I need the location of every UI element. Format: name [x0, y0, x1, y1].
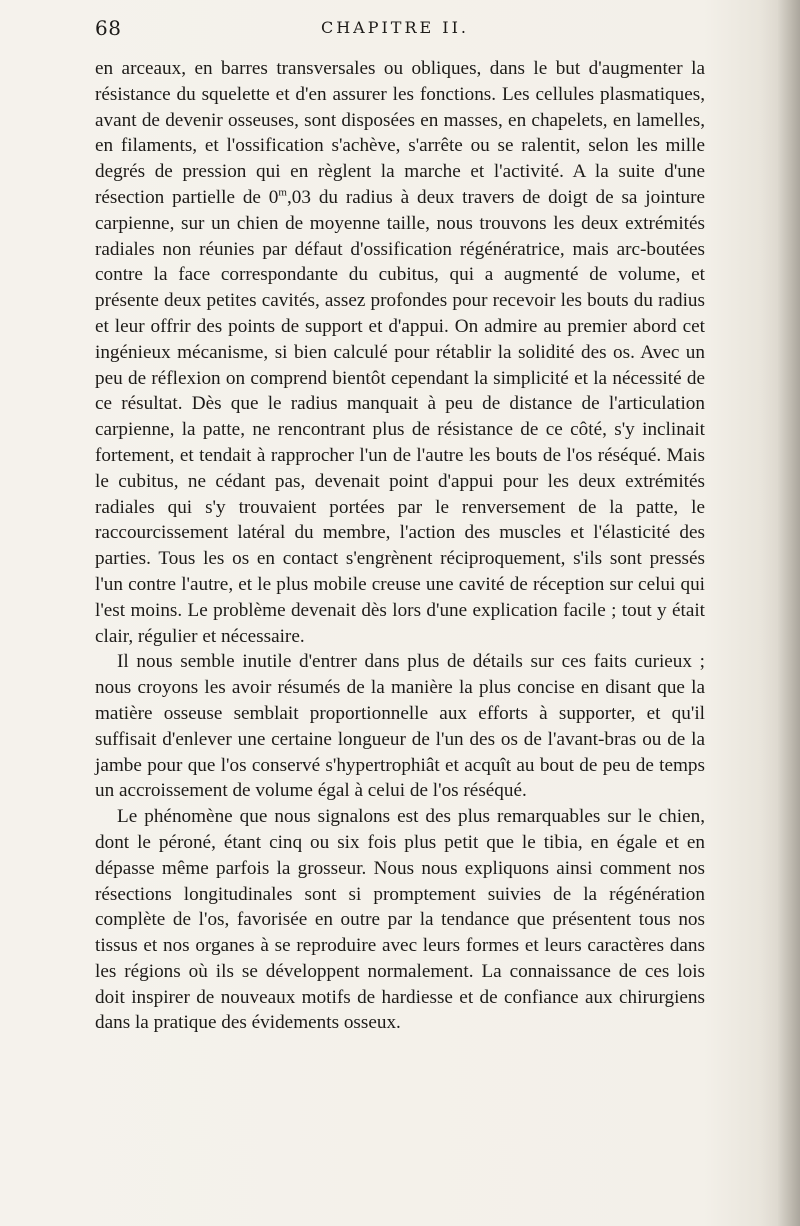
page-header	[95, 16, 695, 42]
paragraph-2: Il nous semble inutile d'entrer dans plus de détails sur ces faits curieux ; nous croyons les avoir résumés de la manière la plus concise en disant que la matière osseuse semblait proportionnelle aux efforts à supporter, et qu'il suffisait d'enlever une certaine longueur de l'un des os de l'avant-bras ou de la jambe pour que l'os conservé s'hypertrophiât et acquît au bout de peu de temps un accroissement de volume égal à celui de l'os réséqué.	[95, 651, 705, 802]
running-head: CHAPITRE II.	[320, 18, 470, 37]
unit-superscript: m	[278, 186, 287, 199]
paragraph-1-text-b: ,03 du radius à deux travers de doigt de sa jointure carpienne, sur un chien de moyenne taille, nous trouvons les deux extrémités radiales non réunies par défaut d'ossification régénératrice, mais arc-boutées contre la face correspondante du cubitus, qui a augmenté de volume, et présente deux petites cavités, assez profondes pour recevoir les bouts du radius et leur offrir des points de support et d'appui. On admire au premier abord cet ingénieux mécanisme, si bien calculé pour rétablir la solidité des os. Avec un peu de réflexion on comprend bientôt cependant la simplicité et la nécessité de ce résultat. Dès que le radius manquait à peu de distance de l'articulation carpienne, la patte, ne rencontrant plus de résistance de ce côté, s'y inclinait fortement, et tendait à rapprocher l'un de l'autre les bouts de l'os réséqué. Mais le cubitus, ne cédant pas, devenait point d'appui pour les deux extrémités radiales qui s'y trouvaient portées par le renversement de la patte, le raccourcissement latéral du membre, l'action des muscles et l'élasticité des parties. Tous les os en contact s'engrènent réciproquement, s'ils sont pressés l'un contre l'autre, et le plus mobile creuse une cavité de réception sur celui qui l'est moins. Le problème devenait dès lors d'une explication facile ; tout y était clair, régulier et nécessaire.	[95, 186, 705, 647]
paragraph-3: Le phénomène que nous signalons est des plus remarquables sur le chien, dont le péroné, étant cinq ou six fois plus petit que le tibia, en égale et en dépasse même parfois la grosseur. Nous nous expliquons ainsi comment nos résections longitudinales sont si promptement suivies de la régénération complète de l'os, favorisée en outre par la tendance que présentent tous nos tissus et nos organes à se reproduire avec leurs formes et leurs caractères dans les régions où ils se développent normalement. La connaissance de ces lois doit inspirer de nouveaux motifs de hardiesse et de confiance aux chirurgiens dans la pratique des évidements osseux.	[95, 806, 705, 1034]
page-edge-shadow	[778, 0, 800, 1226]
body-text	[95, 56, 705, 1036]
paragraph-1-text-a: en arceaux, en barres transversales ou obliques, dans le but d'augmenter la résistance du squelette et d'en assurer les fonctions. Les cellules plasmatiques, avant de devenir osseuses, sont disposées en masses, en chapelets, en lamelles, en filaments, et l'ossification s'achève, s'arrête ou se ralentit, selon les mille degrés de pression qui en règlent la marche et l'activité. A la suite d'une résection partielle de 0	[95, 58, 705, 208]
paragraph-1	[95, 56, 705, 649]
page-number: 68	[95, 16, 122, 40]
